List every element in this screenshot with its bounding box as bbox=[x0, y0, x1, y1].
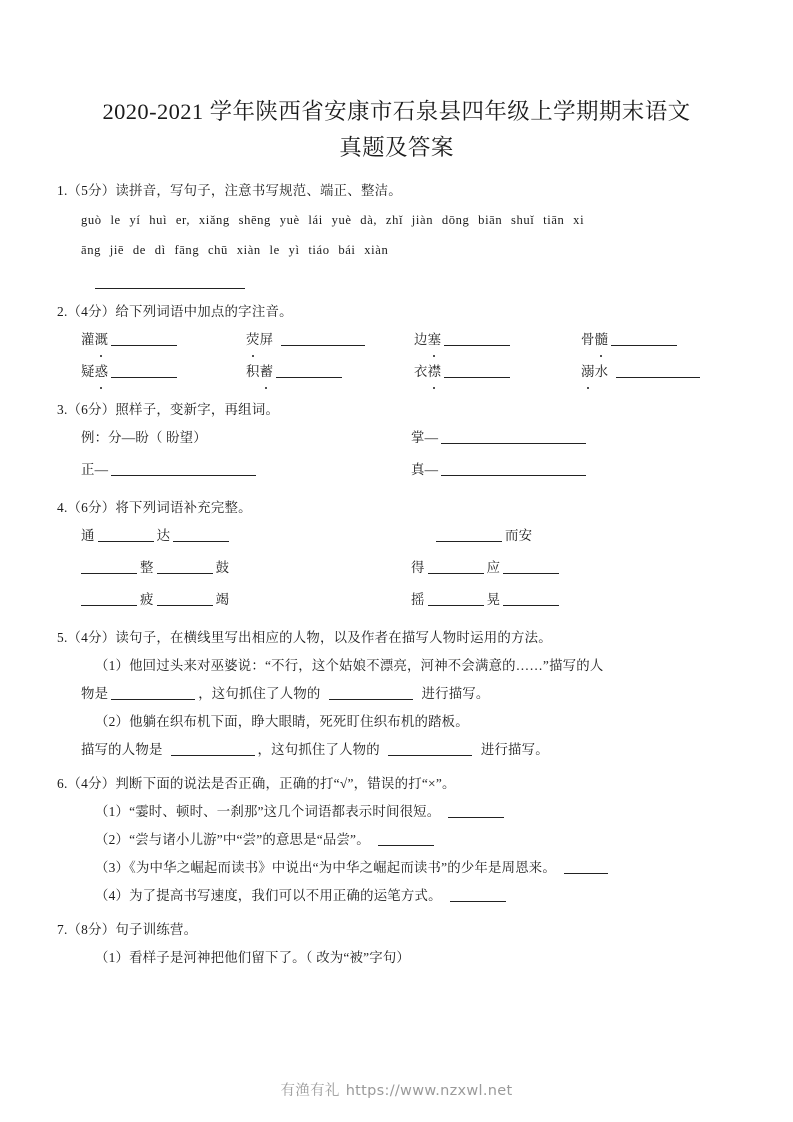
question-2-item-yingping bbox=[246, 324, 414, 356]
question-2-item-biansai bbox=[414, 324, 581, 356]
question-5 bbox=[57, 628, 736, 764]
answer-blank[interactable] bbox=[388, 741, 472, 756]
question-6 bbox=[57, 774, 736, 910]
answer-blank[interactable] bbox=[503, 591, 559, 606]
word-char: 屏 bbox=[259, 332, 274, 347]
answer-blank[interactable] bbox=[436, 527, 502, 542]
word-char-dotted: 荧 bbox=[246, 324, 260, 356]
question-3-item-zheng bbox=[81, 454, 411, 486]
answer-blank[interactable] bbox=[111, 331, 177, 346]
question-6-sub-3 bbox=[57, 854, 736, 882]
question-4-idiom-tongda bbox=[81, 520, 411, 552]
idiom-char: 得 bbox=[411, 560, 425, 575]
answer-blank[interactable] bbox=[98, 527, 154, 542]
question-2-item-jixu bbox=[246, 356, 414, 388]
word-char-dotted: 蓄 bbox=[260, 356, 274, 388]
question-5-sub-1-post: 进行描写。 bbox=[421, 686, 490, 701]
question-7 bbox=[57, 920, 736, 972]
question-6-sub-2 bbox=[57, 826, 736, 854]
idiom-char: 疲 bbox=[140, 592, 154, 607]
page-title bbox=[57, 0, 736, 166]
question-6-sub-2-text: （2）“尝与诸小儿游”中“尝”的意思是“品尝”。 bbox=[95, 832, 370, 847]
answer-blank[interactable] bbox=[378, 831, 434, 846]
word-char: 边 bbox=[414, 332, 428, 347]
question-2 bbox=[57, 302, 736, 388]
question-3-item-zhen bbox=[411, 454, 736, 486]
question-5-sub-1-text: （1）他回过头来对巫婆说：“不行，这个姑娘不漂亮，河神不会满意的……”描写的人 bbox=[95, 658, 604, 673]
question-3-item-zhen-label: 真— bbox=[411, 462, 439, 477]
answer-blank[interactable] bbox=[281, 331, 365, 346]
idiom-char: 应 bbox=[486, 560, 501, 575]
page-title-line-1: 2020-2021 学年陕西省安康市石泉县四年级上学期期末语文 bbox=[102, 99, 691, 124]
footer-watermark bbox=[0, 1079, 793, 1100]
idiom-char: 而安 bbox=[505, 528, 533, 543]
question-4-stem: 4.（6分）将下列词语补充完整。 bbox=[57, 500, 252, 515]
idiom-char: 摇 bbox=[411, 592, 425, 607]
word-char: 积 bbox=[246, 364, 260, 379]
question-4 bbox=[57, 498, 736, 616]
question-5-sub-1-answer-line bbox=[57, 680, 736, 708]
answer-blank[interactable] bbox=[441, 429, 586, 444]
question-4-idiom-yaohuang bbox=[411, 584, 736, 616]
answer-blank[interactable] bbox=[111, 461, 256, 476]
question-2-item-guangai bbox=[81, 324, 246, 356]
idiom-char: 竭 bbox=[215, 592, 230, 607]
watermark-brand: 有渔有礼 bbox=[280, 1083, 340, 1099]
question-4-idiom-eran bbox=[411, 520, 736, 552]
idiom-char: 达 bbox=[156, 528, 171, 543]
watermark-url: https://www.nzxwl.net bbox=[345, 1083, 513, 1099]
answer-blank[interactable] bbox=[173, 527, 229, 542]
question-2-item-gusui bbox=[581, 324, 736, 356]
word-char-dotted: 惑 bbox=[95, 356, 109, 388]
question-3-item-zheng-label: 正— bbox=[81, 462, 109, 477]
page-title-line-2: 真题及答案 bbox=[339, 135, 454, 160]
question-2-item-yihuo bbox=[81, 356, 246, 388]
answer-blank[interactable] bbox=[276, 363, 342, 378]
answer-blank[interactable] bbox=[441, 461, 586, 476]
question-5-sub-2-answer-line bbox=[57, 736, 736, 764]
question-3-example bbox=[81, 422, 411, 454]
question-4-idiom-zhenggu bbox=[81, 552, 411, 584]
idiom-char: 晃 bbox=[486, 592, 501, 607]
question-6-sub-4-text: （4）为了提高书写速度，我们可以不用正确的运笔方式。 bbox=[95, 888, 442, 903]
answer-blank[interactable] bbox=[428, 591, 484, 606]
answer-blank[interactable] bbox=[171, 741, 255, 756]
question-3-item-zhang bbox=[411, 422, 736, 454]
answer-blank[interactable] bbox=[444, 331, 510, 346]
question-5-sub-1-pre: 物是 bbox=[81, 686, 109, 701]
question-5-sub-2-pre: 描写的人物是 bbox=[81, 742, 163, 757]
question-5-sub-1-mid: ，这句抓住了人物的 bbox=[198, 686, 321, 701]
answer-blank[interactable] bbox=[157, 559, 213, 574]
answer-blank[interactable] bbox=[564, 859, 608, 874]
word-char: 灌 bbox=[81, 332, 95, 347]
question-4-idiom-deying bbox=[411, 552, 736, 584]
question-7-body bbox=[57, 944, 736, 972]
word-char-dotted: 髓 bbox=[595, 324, 609, 356]
question-7-stem: 7.（8分）句子训练营。 bbox=[57, 922, 198, 937]
answer-blank[interactable] bbox=[81, 591, 137, 606]
word-char-dotted: 溺 bbox=[581, 356, 595, 388]
idiom-char: 整 bbox=[140, 560, 154, 575]
answer-blank[interactable] bbox=[428, 559, 484, 574]
question-1-answer-rule[interactable] bbox=[95, 287, 245, 289]
idiom-char: 通 bbox=[81, 528, 95, 543]
answer-blank[interactable] bbox=[329, 685, 413, 700]
word-char: 衣 bbox=[414, 364, 428, 379]
question-5-body bbox=[57, 652, 736, 764]
question-6-sub-1-text: （1）“霎时、顿时、一刹那”这几个词语都表示时间很短。 bbox=[95, 804, 441, 819]
question-3-grid bbox=[57, 422, 736, 486]
answer-blank[interactable] bbox=[81, 559, 137, 574]
question-3-stem: 3.（6分）照样子，变新字，再组词。 bbox=[57, 402, 280, 417]
answer-blank[interactable] bbox=[444, 363, 510, 378]
question-6-body bbox=[57, 798, 736, 910]
question-4-grid bbox=[57, 520, 736, 616]
question-3-example-label: 例：分—盼（ 盼望） bbox=[81, 430, 207, 445]
answer-blank[interactable] bbox=[111, 685, 195, 700]
question-6-stem: 6.（4分）判断下面的说法是否正确，正确的打“√”，错误的打“×”。 bbox=[57, 776, 456, 791]
word-char: 骨 bbox=[581, 332, 595, 347]
answer-blank[interactable] bbox=[450, 887, 506, 902]
question-1-pinyin-line-2: āng jiē de dì fāng chū xiàn le yì tiáo bái xiàn bbox=[81, 243, 389, 257]
question-6-sub-1 bbox=[57, 798, 736, 826]
word-char-dotted: 塞 bbox=[428, 324, 442, 356]
idiom-char: 鼓 bbox=[215, 560, 230, 575]
question-1-stem: 1.（5分）读拼音，写句子，注意书写规范、端正、整洁。 bbox=[57, 183, 402, 198]
question-6-sub-3-text: （3）《为中华之崛起而读书》中说出“为中华之崛起而读书”的少年是周恩来。 bbox=[95, 860, 556, 875]
answer-blank[interactable] bbox=[611, 331, 677, 346]
word-char-dotted: 襟 bbox=[428, 356, 442, 388]
question-2-item-nishui bbox=[581, 356, 736, 388]
question-4-idiom-pijie bbox=[81, 584, 411, 616]
answer-blank[interactable] bbox=[503, 559, 559, 574]
question-5-stem: 5.（4分）读句子，在横线里写出相应的人物，以及作者在描写人物时运用的方法。 bbox=[57, 630, 552, 645]
question-1-pinyin-line-1: guò le yí huì er, xiǎng shēng yuè lái yuè dà, zhǐ jiàn dōng biān shuǐ tiān xi bbox=[81, 213, 585, 227]
question-3 bbox=[57, 400, 736, 486]
question-3-item-zhang-label: 掌— bbox=[411, 430, 439, 445]
question-2-word-grid bbox=[57, 324, 736, 388]
question-5-sub-2-mid: ，这句抓住了人物的 bbox=[257, 742, 380, 757]
question-5-sub-2-text: （2）他躺在织布机下面，睁大眼睛，死死盯住织布机的踏板。 bbox=[95, 714, 469, 729]
question-7-sub-1: （1）看样子是河神把他们留下了。（ 改为“被”字句） bbox=[95, 950, 411, 965]
answer-blank[interactable] bbox=[157, 591, 213, 606]
question-1 bbox=[57, 181, 736, 289]
question-5-sub-2-post: 进行描写。 bbox=[480, 742, 549, 757]
answer-blank[interactable] bbox=[448, 803, 504, 818]
answer-blank[interactable] bbox=[111, 363, 177, 378]
question-1-body bbox=[57, 205, 736, 289]
question-6-sub-4 bbox=[57, 882, 736, 910]
question-2-stem: 2.（4分）给下列词语中加点的字注音。 bbox=[57, 304, 293, 319]
word-char: 水 bbox=[594, 364, 609, 379]
word-char: 疑 bbox=[81, 364, 95, 379]
word-char-dotted: 溉 bbox=[95, 324, 109, 356]
answer-blank[interactable] bbox=[616, 363, 700, 378]
question-2-item-yijin bbox=[414, 356, 581, 388]
